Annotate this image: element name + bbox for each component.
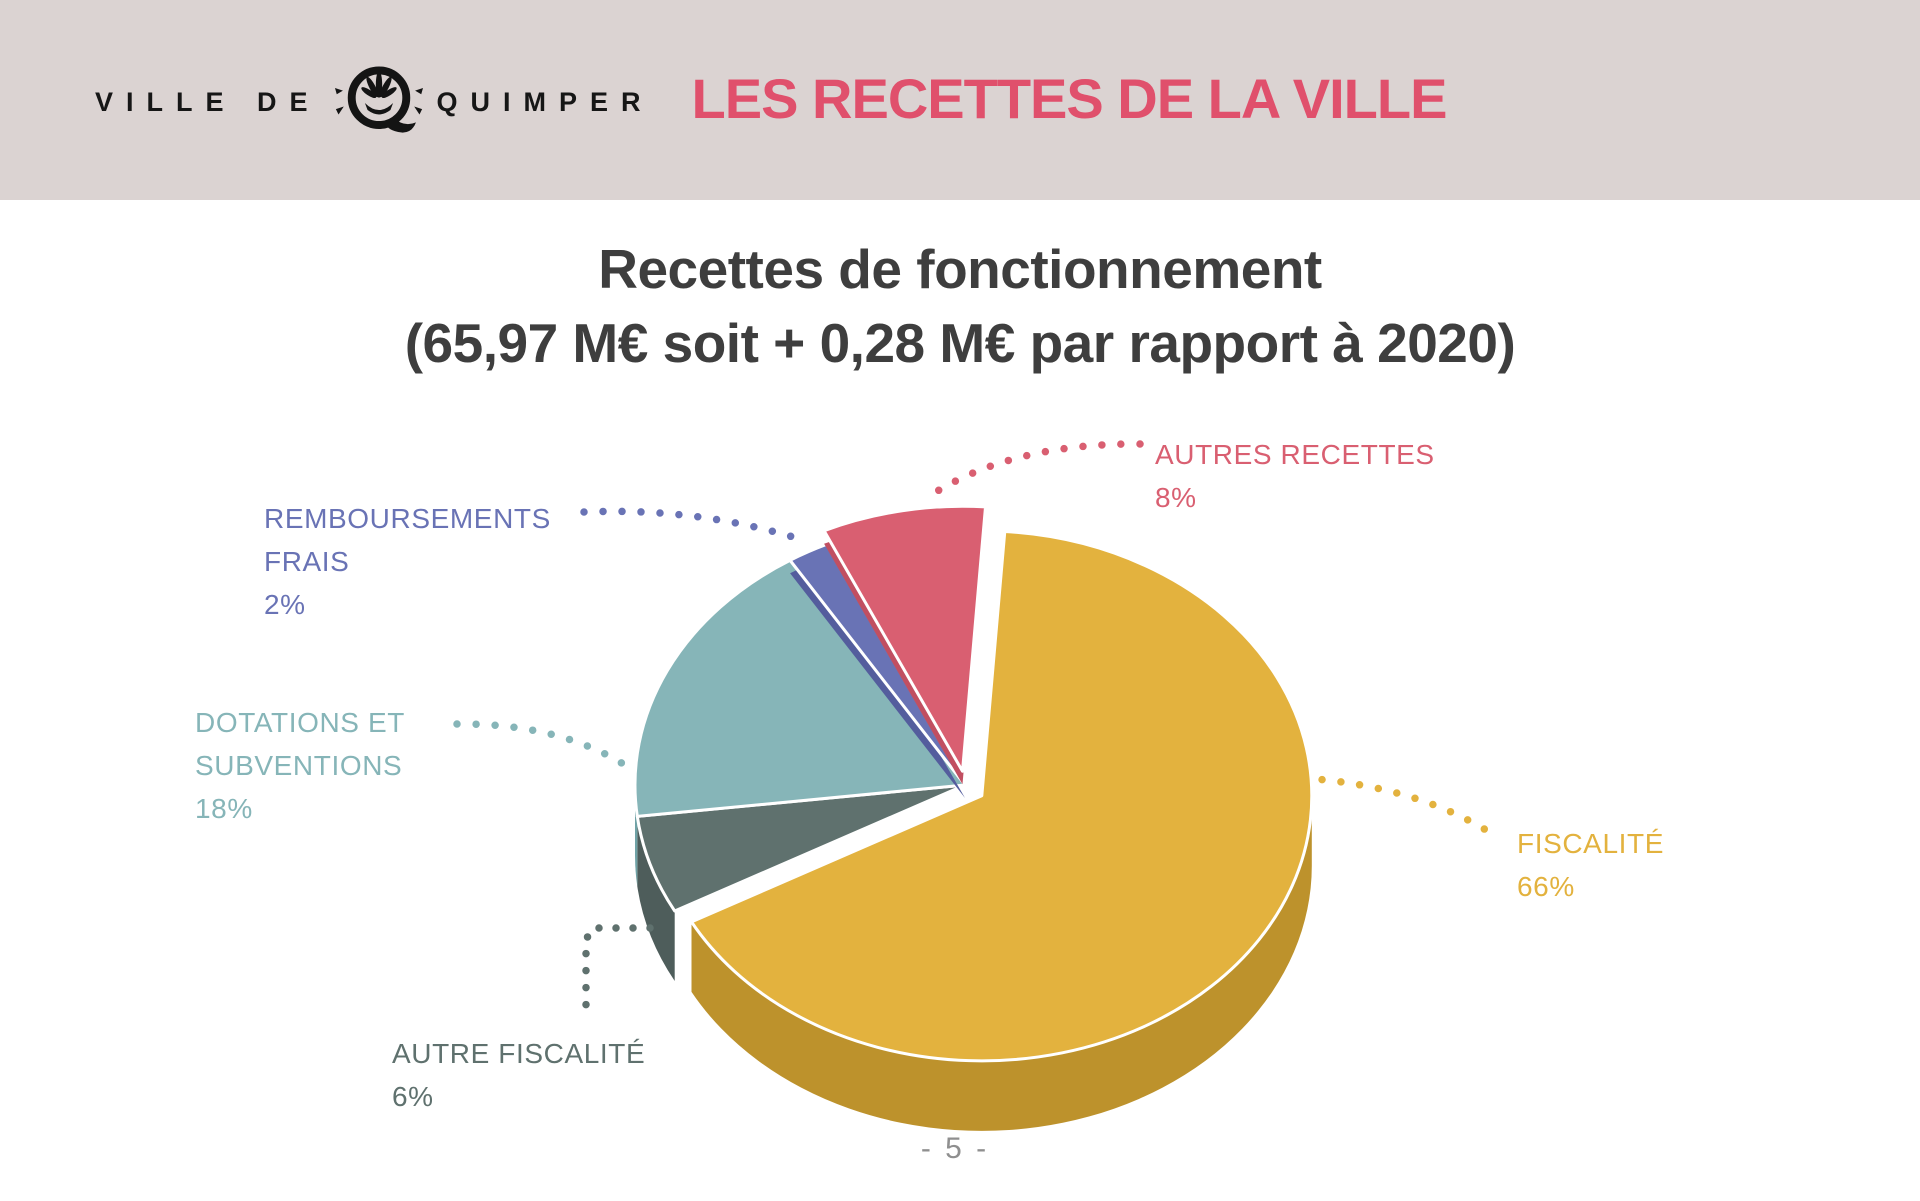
leader-autres-recettes bbox=[928, 444, 1140, 497]
page-number: - 5 - bbox=[920, 1132, 990, 1165]
callout-label: DOTATIONS ET bbox=[195, 707, 405, 738]
callout-percent: 18% bbox=[195, 793, 253, 824]
callout-label-line2: FRAIS bbox=[264, 546, 350, 577]
callout-label-line2: SUBVENTIONS bbox=[195, 750, 403, 781]
callout-autres-recettes bbox=[1155, 433, 1435, 519]
chart-title-line1: Recettes de fonctionnement bbox=[598, 238, 1322, 300]
leader-dotations bbox=[457, 724, 628, 767]
callout-label: AUTRE FISCALITÉ bbox=[392, 1038, 646, 1069]
callout-percent: 8% bbox=[1155, 482, 1197, 513]
callout-percent: 6% bbox=[392, 1081, 434, 1112]
logo-text-suffix: QUIMPER bbox=[436, 87, 654, 117]
leader-fiscalite bbox=[1303, 778, 1497, 837]
leader-autre-fiscalite bbox=[586, 928, 650, 1006]
callout-percent: 2% bbox=[264, 589, 306, 620]
leader-remboursements bbox=[584, 511, 806, 541]
callout-label: REMBOURSEMENTS bbox=[264, 503, 551, 534]
callout-label: FISCALITÉ bbox=[1517, 828, 1664, 859]
chart-title-line2: (65,97 M€ soit + 0,28 M€ par rapport à 2020) bbox=[404, 312, 1516, 374]
callout-remboursements-frais bbox=[264, 497, 551, 626]
header-title: LES RECETTES DE LA VILLE bbox=[691, 67, 1447, 130]
pie-3d bbox=[635, 506, 1312, 1131]
callout-percent: 66% bbox=[1517, 871, 1575, 902]
callout-fiscalite bbox=[1517, 822, 1664, 908]
logo-text-prefix: VILLE DE bbox=[95, 87, 321, 117]
callout-dotations-subventions bbox=[195, 701, 405, 830]
callout-autre-fiscalite bbox=[392, 1032, 645, 1118]
callout-label: AUTRES RECETTES bbox=[1155, 439, 1435, 470]
